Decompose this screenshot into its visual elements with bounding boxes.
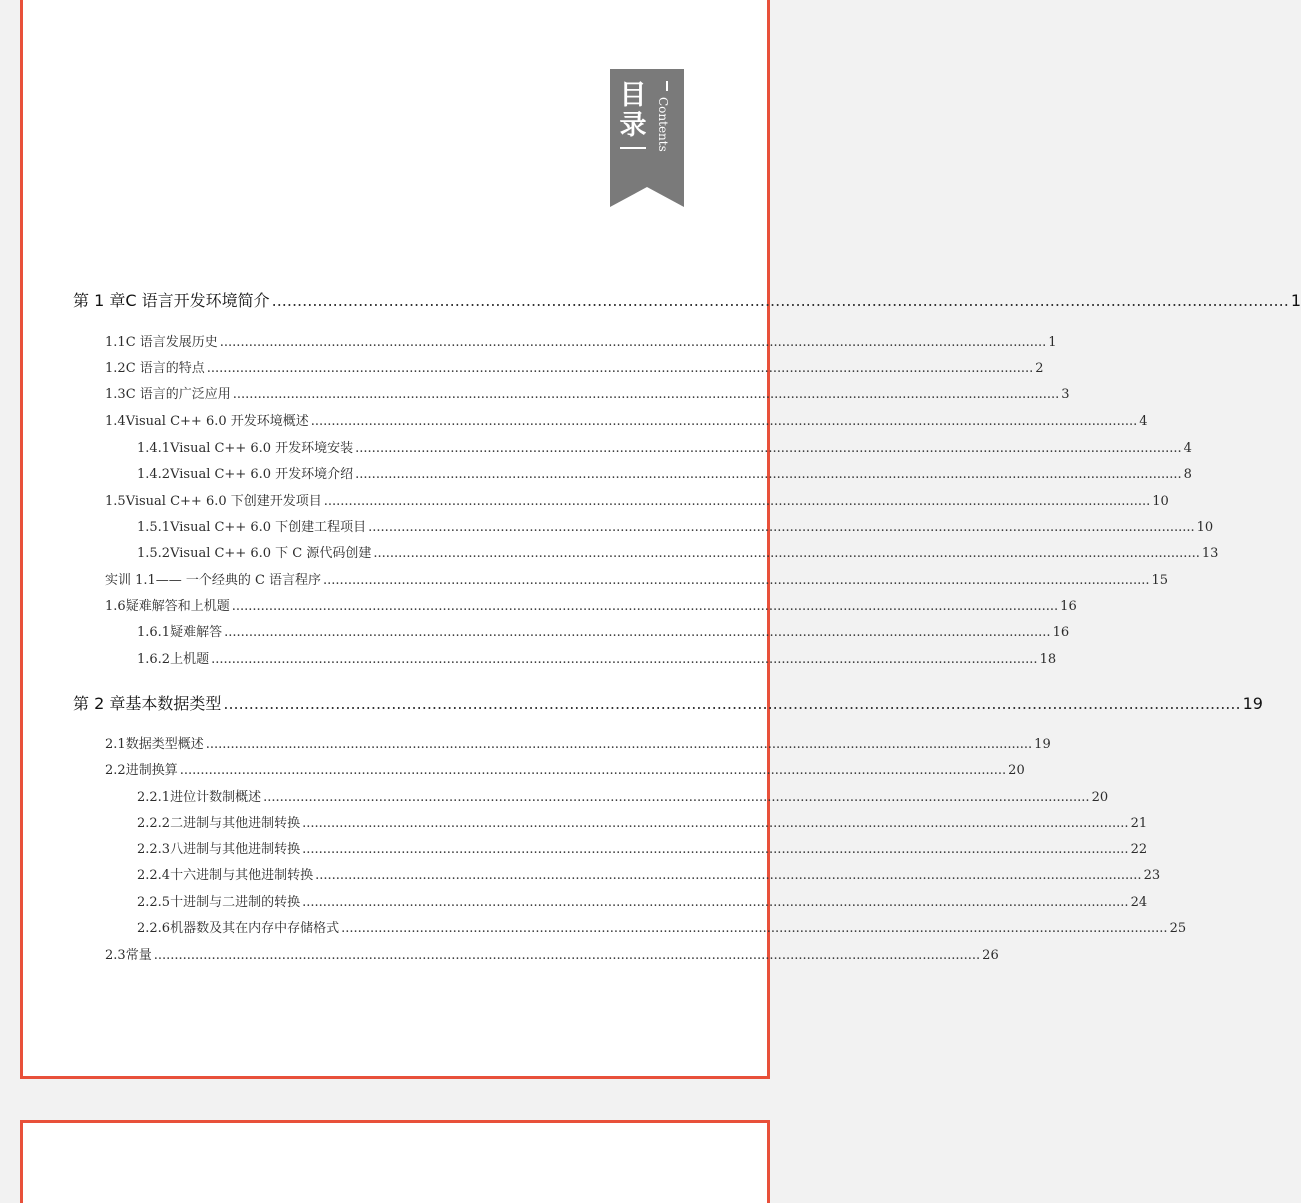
toc-entry-row[interactable] (137, 648, 1057, 667)
toc-leader-dots: ........................................................................................................................................................................................................ (223, 694, 1241, 713)
toc-entry-row[interactable] (137, 812, 1148, 831)
toc-title: 进位计数制概述 (170, 790, 262, 805)
toc-number: 1.4.1 (137, 441, 171, 456)
toc-leader-dots: ........................................................................................................................................................................................................ (310, 414, 1138, 429)
toc-title: 疑难解答和上机题 (125, 599, 230, 614)
toc-number: 1.6.2 (137, 652, 171, 667)
toc-number: 1.4.2 (137, 467, 171, 482)
toc-title: 常量 (125, 948, 152, 963)
toc-page-number: 13 (1201, 546, 1219, 561)
toc-entry-row[interactable] (105, 944, 999, 963)
toc-leader-dots: ........................................................................................................................................................................................................ (315, 868, 1142, 883)
toc-chapter-row[interactable] (73, 691, 1263, 714)
toc-number: 实训 1.1—— (105, 573, 182, 588)
toc-page-number: 21 (1130, 816, 1148, 831)
toc-page-number: 26 (982, 948, 999, 963)
next-page (20, 1120, 770, 1203)
toc-page-number: 18 (1039, 652, 1057, 667)
toc-entry-row[interactable] (105, 383, 1070, 402)
toc-page-number: 16 (1052, 625, 1070, 640)
toc-entry-row[interactable] (105, 759, 1025, 778)
toc-leader-dots: ........................................................................................................................................................................................................ (302, 842, 1129, 857)
toc-leader-dots: ........................................................................................................................................................................................................ (323, 494, 1151, 509)
toc-number: 1.3 (105, 387, 126, 402)
toc-title: Visual C++ 6.0 下创建工程项目 (170, 520, 367, 535)
toc-page-number: 4 (1139, 414, 1148, 429)
toc-number: 1.5.2 (137, 546, 171, 561)
toc-leader-dots: ........................................................................................................................................................................................................ (179, 763, 1007, 778)
toc-page-number: 1 (1048, 335, 1057, 350)
toc-leader-dots: ........................................................................................................................................................................................................ (355, 441, 1182, 456)
toc-entry-row[interactable] (137, 864, 1161, 883)
toc-entry-row[interactable] (105, 331, 1057, 350)
toc-number: 1.6.1 (137, 625, 171, 640)
toc-leader-dots: ........................................................................................................................................................................................................ (302, 816, 1129, 831)
toc-entry-row[interactable] (137, 542, 1219, 561)
toc-title: C 语言的特点 (125, 361, 205, 376)
toc-title: 十进制与二进制的转换 (170, 895, 301, 910)
toc-leader-dots: ........................................................................................................................................................................................................ (302, 895, 1129, 910)
toc-number: 2.2.1 (137, 790, 171, 805)
toc-entry-row[interactable] (137, 891, 1148, 910)
toc-page-number: 1 (1290, 291, 1301, 310)
toc-leader-dots: ........................................................................................................................................................................................................ (224, 625, 1051, 640)
toc-page-number: 25 (1169, 921, 1187, 936)
toc-leader-dots: ........................................................................................................................................................................................................ (323, 573, 1150, 588)
toc-page-number: 8 (1183, 467, 1192, 482)
toc-title: Visual C++ 6.0 开发环境概述 (125, 414, 309, 429)
toc-entry-row[interactable] (137, 463, 1192, 482)
toc-entry-row[interactable] (105, 410, 1148, 429)
toc-number: 1.1 (105, 335, 126, 350)
toc-page-number: 3 (1061, 387, 1070, 402)
toc-entry-row[interactable] (105, 595, 1077, 614)
toc-number: 1.6 (105, 599, 126, 614)
toc-title: Visual C++ 6.0 开发环境介绍 (170, 467, 354, 482)
toc-leader-dots: ........................................................................................................................................................................................................ (219, 335, 1047, 350)
toc-leader-dots: ........................................................................................................................................................................................................ (355, 467, 1182, 482)
toc-number: 2.2.6 (137, 921, 171, 936)
banner-divider (620, 147, 646, 149)
toc-leader-dots: ........................................................................................................................................................................................................ (368, 520, 1195, 535)
toc-title: 十六进制与其他进制转换 (170, 868, 314, 883)
toc-leader-dots: ........................................................................................................................................................................................................ (153, 948, 981, 963)
toc-entry-row[interactable] (105, 490, 1169, 509)
toc-number: 第 1 章 (73, 291, 126, 310)
toc-leader-dots: ........................................................................................................................................................................................................ (263, 790, 1090, 805)
toc-number: 2.1 (105, 737, 126, 752)
toc-entry-row[interactable] (137, 437, 1192, 456)
toc-leader-dots: ........................................................................................................................................................................................................ (231, 599, 1059, 614)
toc-title: 一个经典的 C 语言程序 (185, 573, 322, 588)
toc-title: 上机题 (170, 652, 210, 667)
toc-leader-dots: ........................................................................................................................................................................................................ (206, 361, 1034, 376)
toc-leader-dots: ........................................................................................................................................................................................................ (205, 737, 1033, 752)
toc-entry-row[interactable] (105, 733, 1051, 752)
banner-title (618, 81, 648, 141)
toc-page-number: 4 (1183, 441, 1192, 456)
toc-title: Visual C++ 6.0 下 C 源代码创建 (170, 546, 372, 561)
toc-entry-row[interactable] (105, 357, 1044, 376)
toc-entry-row[interactable] (105, 569, 1169, 588)
toc-page-number: 16 (1060, 599, 1077, 614)
toc-number: 2.2.2 (137, 816, 171, 831)
toc-number: 2.3 (105, 948, 126, 963)
toc-title: C 语言发展历史 (125, 335, 218, 350)
toc-page-number: 10 (1152, 494, 1169, 509)
toc-number: 2.2.3 (137, 842, 171, 857)
toc-title: 八进制与其他进制转换 (170, 842, 301, 857)
toc-leader-dots: ........................................................................................................................................................................................................ (271, 291, 1289, 310)
toc-entry-row[interactable] (137, 621, 1070, 640)
toc-entry-row[interactable] (137, 917, 1187, 936)
toc-page-number: 20 (1008, 763, 1025, 778)
toc-page-number: 19 (1034, 737, 1051, 752)
toc-title: 数据类型概述 (125, 737, 204, 752)
toc-entry-row[interactable] (137, 516, 1214, 535)
toc-page-number: 2 (1035, 361, 1044, 376)
toc-title: Visual C++ 6.0 开发环境安装 (170, 441, 354, 456)
banner-subtitle: Contents (650, 81, 676, 181)
toc-title: 二进制与其他进制转换 (170, 816, 301, 831)
toc-title: 疑难解答 (170, 625, 223, 640)
banner-title-char-1: 目 (619, 80, 647, 111)
toc-entry-row[interactable] (137, 786, 1109, 805)
toc-page-number: 19 (1242, 694, 1263, 713)
toc-number: 1.5.1 (137, 520, 171, 535)
toc-chapter-row[interactable] (73, 288, 1301, 311)
toc-page-number: 10 (1196, 520, 1214, 535)
toc-page-number: 15 (1151, 573, 1169, 588)
toc-number: 2.2.5 (137, 895, 171, 910)
toc-number: 2.2 (105, 763, 126, 778)
toc-title: 基本数据类型 (125, 694, 222, 713)
toc-number: 1.4 (105, 414, 126, 429)
toc-number: 第 2 章 (73, 694, 126, 713)
toc-page-number: 20 (1091, 790, 1109, 805)
banner-tip (610, 187, 684, 207)
toc-page-number: 22 (1130, 842, 1148, 857)
toc-page-number: 23 (1143, 868, 1161, 883)
toc-title: C 语言开发环境简介 (125, 291, 270, 310)
toc-leader-dots: ........................................................................................................................................................................................................ (373, 546, 1200, 561)
toc-title: Visual C++ 6.0 下创建开发项目 (125, 494, 322, 509)
toc-title: 机器数及其在内存中存储格式 (170, 921, 340, 936)
banner-title-char-2: 录 (619, 110, 647, 141)
toc-number: 1.5 (105, 494, 126, 509)
toc-leader-dots: ........................................................................................................................................................................................................ (211, 652, 1038, 667)
toc-number: 2.2.4 (137, 868, 171, 883)
toc-title: 进制换算 (125, 763, 178, 778)
contents-banner (610, 69, 684, 187)
toc-leader-dots: ........................................................................................................................................................................................................ (232, 387, 1060, 402)
toc-entry-row[interactable] (137, 838, 1148, 857)
toc-title: C 语言的广泛应用 (125, 387, 231, 402)
toc-number: 1.2 (105, 361, 126, 376)
toc-leader-dots: ........................................................................................................................................................................................................ (341, 921, 1168, 936)
toc-page-number: 24 (1130, 895, 1148, 910)
